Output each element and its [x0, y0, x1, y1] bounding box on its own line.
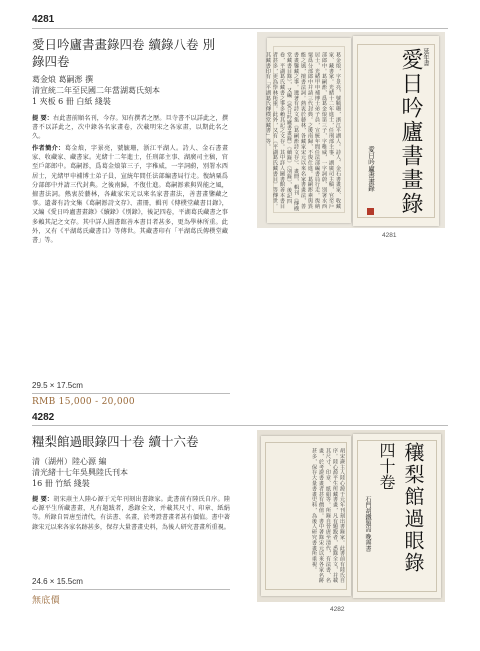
divider [32, 393, 230, 394]
cover-small-text: 石門胡鐵題耑 晚霽書 [364, 496, 371, 552]
notes-text: 胡宋燾主人陸心源于元年刊刻出書錄家。此書前有陸氏自序。陸心源平生所藏書畫，凡有題跋者，悉錄全文，并載其尺寸、印章、紙絹等。所錄自晉唐至清代，有法書、名畫，於考證書畫者甚有價值。書中著錄宋元以來各家名跡甚多，保存大量書畫史料，為後人研究書畫所重視。 [32, 496, 231, 531]
lot-estimate: 無底價 [32, 596, 60, 606]
author-bio-text: 葛金烺，字景亮，號毓珊，浙江平湖人。詩人、金石書畫家、收藏家、藏書家。光緒十二年進士，任刑部主事、湖廣司主稿，官至戶部郎中。葛嗣浵，爲葛金烺第三子，字稚威，一字詞蔚，別署水西居士，光緒甲申補博士弟子員，宣統年間任法部編書局行走。復納粟爲分部郎中并請三代封典。之後南歸，不復仕進。葛嗣浵素與異能之風，擅書法詞。熱衷於藝林，各藏家宋元以來名家書畫法，善書畫鑒藏之事。遺著有詩文集《葛嗣浵詩文存》、畫冊，輯刊《傳樸堂藏書目錄》，又編《愛日吟廬書畫錄》《續錄》《別錄》，後記四卷，平湖葛氏藏書之事多賴其記之文存。其中詳人圖書館善本書目者甚多，更為學林所重。此外，又有《平湖葛氏藏書目》等傳世。其藏書印有「平湖葛氏傳樸堂藏書」等。 [32, 145, 229, 245]
lot-author-bio [32, 144, 228, 382]
cover-title: 愛日吟廬書畫錄 [398, 48, 423, 216]
lot-number: 4282 [32, 412, 55, 423]
photo-caption: 4281 [382, 232, 397, 239]
divider [32, 28, 448, 29]
notes-label: 提 要： [32, 496, 54, 503]
lot-edition: 清光緒十七年吳興陸氏刊本 [32, 468, 128, 477]
notes-text: 右此書前順名刊，今存。知有撰者之歷。旦寺書不以詳此之，撰書不以詳此之，次中錄各名家畫卷，次載明宋之各家畫，以期此名之久。 [32, 115, 229, 141]
left-page [261, 436, 351, 596]
inner-title: 愛日吟廬書畫錄 [367, 146, 375, 192]
cover-subtitle: 四十卷 [377, 442, 396, 490]
notes-label: 提 要： [32, 115, 53, 122]
photo-caption: 4282 [330, 606, 345, 613]
divider [32, 425, 448, 426]
page-text: 胡宋燾主人陸心源于元年刊刻出書錄家。此書前有陸氏自序。陸心源平生所藏書畫，凡有題跋者，悉錄全文，并載其尺寸、印章、紙絹等。所錄自晉唐至清代，有法書、名畫，於考證書畫者甚有價值。書中著錄宋元以來各家名跡甚多，保存大量書畫史料，為後人研究書畫所重視。 [311, 448, 345, 583]
title-page [353, 36, 439, 226]
lot-author: 葛金烺 葛嗣浵 撰 [32, 75, 94, 84]
lot-notes [32, 114, 228, 142]
book-photo [257, 32, 445, 228]
lot-binding: 16 冊 竹紙 綫裝 [32, 479, 90, 488]
red-seal [367, 208, 374, 215]
lot-author: 清（湖州）陸心源 編 [32, 457, 107, 466]
book-photo [257, 430, 445, 602]
lot-title: 糧梨館過眼錄四十卷 續十六卷 [32, 434, 199, 449]
title-page [353, 434, 441, 598]
lot-notes [32, 495, 230, 573]
left-page [267, 38, 351, 223]
cover-small-text: 延年書 [422, 48, 429, 66]
cover-title: 穰梨館過眼錄 [401, 442, 425, 574]
page-text: 葛金烺，字景亮，號毓珊，浙江平湖人。詩人、金石書畫家、收藏家、藏書家。光緒十二年進士，任刑部主事、湖廣司主稿，官至戶部郎中。葛嗣浵，爲葛金烺第三子，字稚威，一字詞蔚，別署水西居士，光緒甲申補博士弟子員，宣統年間任法部編書局行走。復納粟爲分部郎中并請三代封典。之後南歸，不復仕進。葛嗣浵素與異能之風，擅書法詞。熱衷於藝林，各藏家宋元以來名家書畫法，善書畫鑒藏之事。遺著有詩文集《葛嗣浵詩文存》、畫冊，輯刊《傳樸堂藏書目錄》，又編《愛日吟廬書畫錄》《續錄》《別錄》，後記四卷，平湖葛氏藏書之事多賴其記之文存。其中詳人圖書館善本書目者甚多，更為學林所重。此外，又有《平湖葛氏藏書目》等傳世。其藏書印有「平湖葛氏傳樸堂藏書」等。 [265, 52, 341, 212]
lot-dimensions: 24.6 × 15.5cm [32, 577, 83, 586]
lot-dimensions: 29.5 × 17.5cm [32, 381, 83, 390]
author-label: 作者簡介： [32, 145, 65, 152]
divider [32, 589, 230, 590]
lot-number: 4281 [32, 14, 55, 25]
lot-edition: 清宣統二年至民國二年當湖葛氏刻本 [32, 86, 160, 95]
lot-estimate: RMB 15,000 - 20,000 [32, 397, 135, 407]
lot-binding: 1 夾板 6 冊 白紙 綫裝 [32, 97, 111, 106]
lot-title: 愛日吟廬書畫錄四卷 續錄八卷 別錄四卷 [32, 37, 215, 69]
